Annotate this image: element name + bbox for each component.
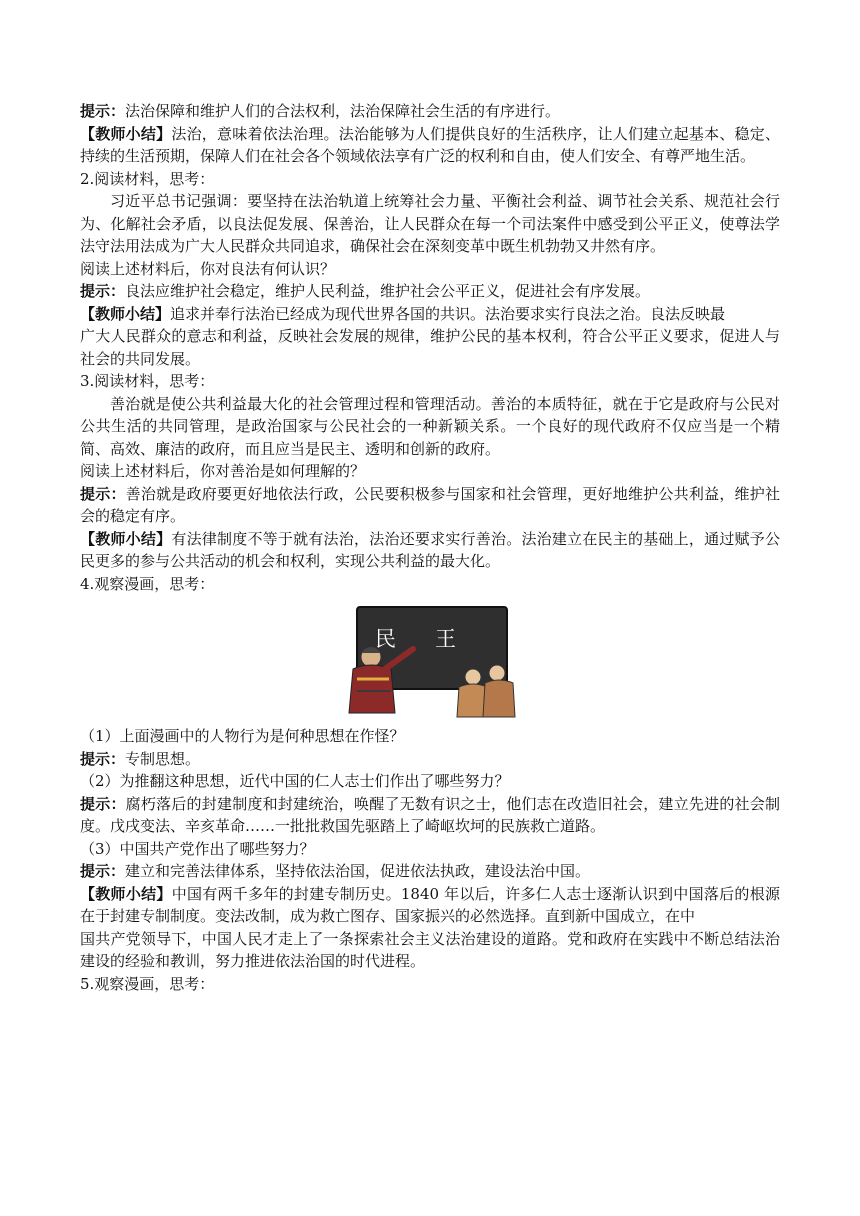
hint-label: 提示：	[80, 749, 126, 768]
teacher-summary-4-cont: 国共产党领导下，中国人民才走上了一条探索社会主义法治建设的道路。党和政府在实践中不断总结法治建设的经验和教训，努力推进依法治国的时代进程。	[80, 929, 780, 970]
hint-label: 提示：	[80, 102, 126, 120]
section-3-question: 阅读上述材料后，你对善治是如何理解的？	[80, 462, 366, 480]
section-3-quote: 善治就是使公共利益最大化的社会管理过程和管理活动。善治的本质特征，就在于它是政府与公民对公共生活的共同管理，是政治国家与公民社会的一种新颖关系。一个良好的现代政府不仅应当是一个精简、高效、廉洁的政府，而且应当是民主、透明和创新的政府。	[80, 394, 780, 458]
teacher-summary-3	[80, 528, 780, 573]
teacher-summary-1	[80, 123, 780, 168]
section-4-heading: 4.观察漫画，思考：	[80, 574, 215, 593]
cartoon-image	[335, 603, 525, 721]
hint-3	[80, 483, 780, 528]
section-4-q2: （2）为推翻这种思想，近代中国的仁人志士们作出了哪些努力？	[80, 772, 510, 790]
hint-4-3	[80, 860, 780, 883]
board-char-2: 王	[435, 627, 456, 651]
section-2-quote: 习近平总书记强调：要坚持在法治轨道上统筹社会力量、平衡社会利益、调节社会关系、规范社会行为、化解社会矛盾，以良法促发展、保善治，让人民群众在每一个司法案件中感受到公平正义，使尊法学法守法用法成为广大人民群众共同追求，确保社会在深刻变革中既生机勃勃又井然有序。	[80, 192, 780, 255]
hint-text: 专制思想。	[125, 749, 201, 768]
section-2-heading: 2.阅读材料，思考：	[80, 169, 215, 188]
summary-text-line1: 追求并奉行法治已经成为现代世界各国的共识。法治要求实行良法之治。良法反映最	[170, 304, 726, 323]
hint-text: 腐朽落后的封建制度和封建统治，唤醒了无数有识之士，他们志在改造旧社会，建立先进的社会制度。戊戌变法、辛亥革命……一批批救国先驱踏上了崎岖坎坷的民族救亡道路。	[80, 794, 780, 835]
summary-label: 【教师小结】	[80, 304, 171, 323]
teacher-summary-2	[80, 303, 780, 326]
section-3-heading: 3.阅读材料，思考：	[80, 372, 215, 390]
section-4-q3: （3）中国共产党作出了哪些努力？	[80, 839, 315, 858]
summary-label: 【教师小结】	[80, 884, 172, 903]
hint-label: 提示：	[80, 282, 126, 300]
cartoon-figure	[80, 603, 780, 721]
hint-label: 提示：	[80, 862, 126, 880]
hint-1	[80, 100, 780, 123]
hint-text: 法治保障和维护人们的合法权利，法治保障社会生活的有序进行。	[125, 102, 561, 120]
summary-label: 【教师小结】	[80, 529, 172, 548]
hint-4-2	[80, 793, 780, 838]
board-char-1: 民	[375, 627, 396, 651]
summary-text: 法治，意味着依法治理。法治能够为人们提供良好的生活秩序，让人们建立起基本、稳定、持续的生活预期，保障人们在社会各个领域依法享有广泛的权利和自由，使人们安全、有尊严地生活。	[80, 124, 780, 165]
hint-text: 良法应维护社会稳定，维护人民利益，维护社会公平正义，促进社会有序发展。	[125, 282, 651, 300]
section-5-heading: 5.观察漫画，思考：	[80, 974, 215, 993]
hint-text: 善治就是政府要更好地依法行政，公民要积极参与国家和社会管理，更好地维护公共利益，维护社会的稳定有序。	[80, 484, 780, 525]
hint-text: 建立和完善法律体系，坚持依法治国，促进依法执政，建设法治中国。	[125, 862, 591, 880]
hint-label: 提示：	[80, 794, 126, 813]
hint-4-1	[80, 748, 780, 771]
document-page	[80, 100, 780, 995]
teacher-summary-4	[80, 883, 780, 928]
section-4-q1: （1）上面漫画中的人物行为是何种思想在作怪？	[80, 727, 405, 745]
hint-label: 提示：	[80, 484, 126, 503]
summary-text-line1: 中国有两千多年的封建专制历史。1840 年以后，许多仁人志士逐渐认识到中国落后的根源在于封建专制制度。变法改制，成为救亡图存、国家振兴的必然选择。直到新中国成立，在中	[80, 884, 780, 925]
teacher-summary-2-cont: 广大人民群众的意志和利益，反映社会发展的规律，维护公民的基本权利，符合公平正义要求，促进人与社会的共同发展。	[80, 327, 780, 368]
summary-label: 【教师小结】	[80, 124, 172, 143]
hint-2	[80, 280, 780, 303]
section-2-question: 阅读上述材料后，你对良法有何认识？	[80, 259, 336, 278]
summary-text: 有法律制度不等于就有法治，法治还要求实行善治。法治建立在民主的基础上，通过赋予公民更多的参与公共活动的机会和权利，实现公共利益的最大化。	[80, 529, 780, 570]
